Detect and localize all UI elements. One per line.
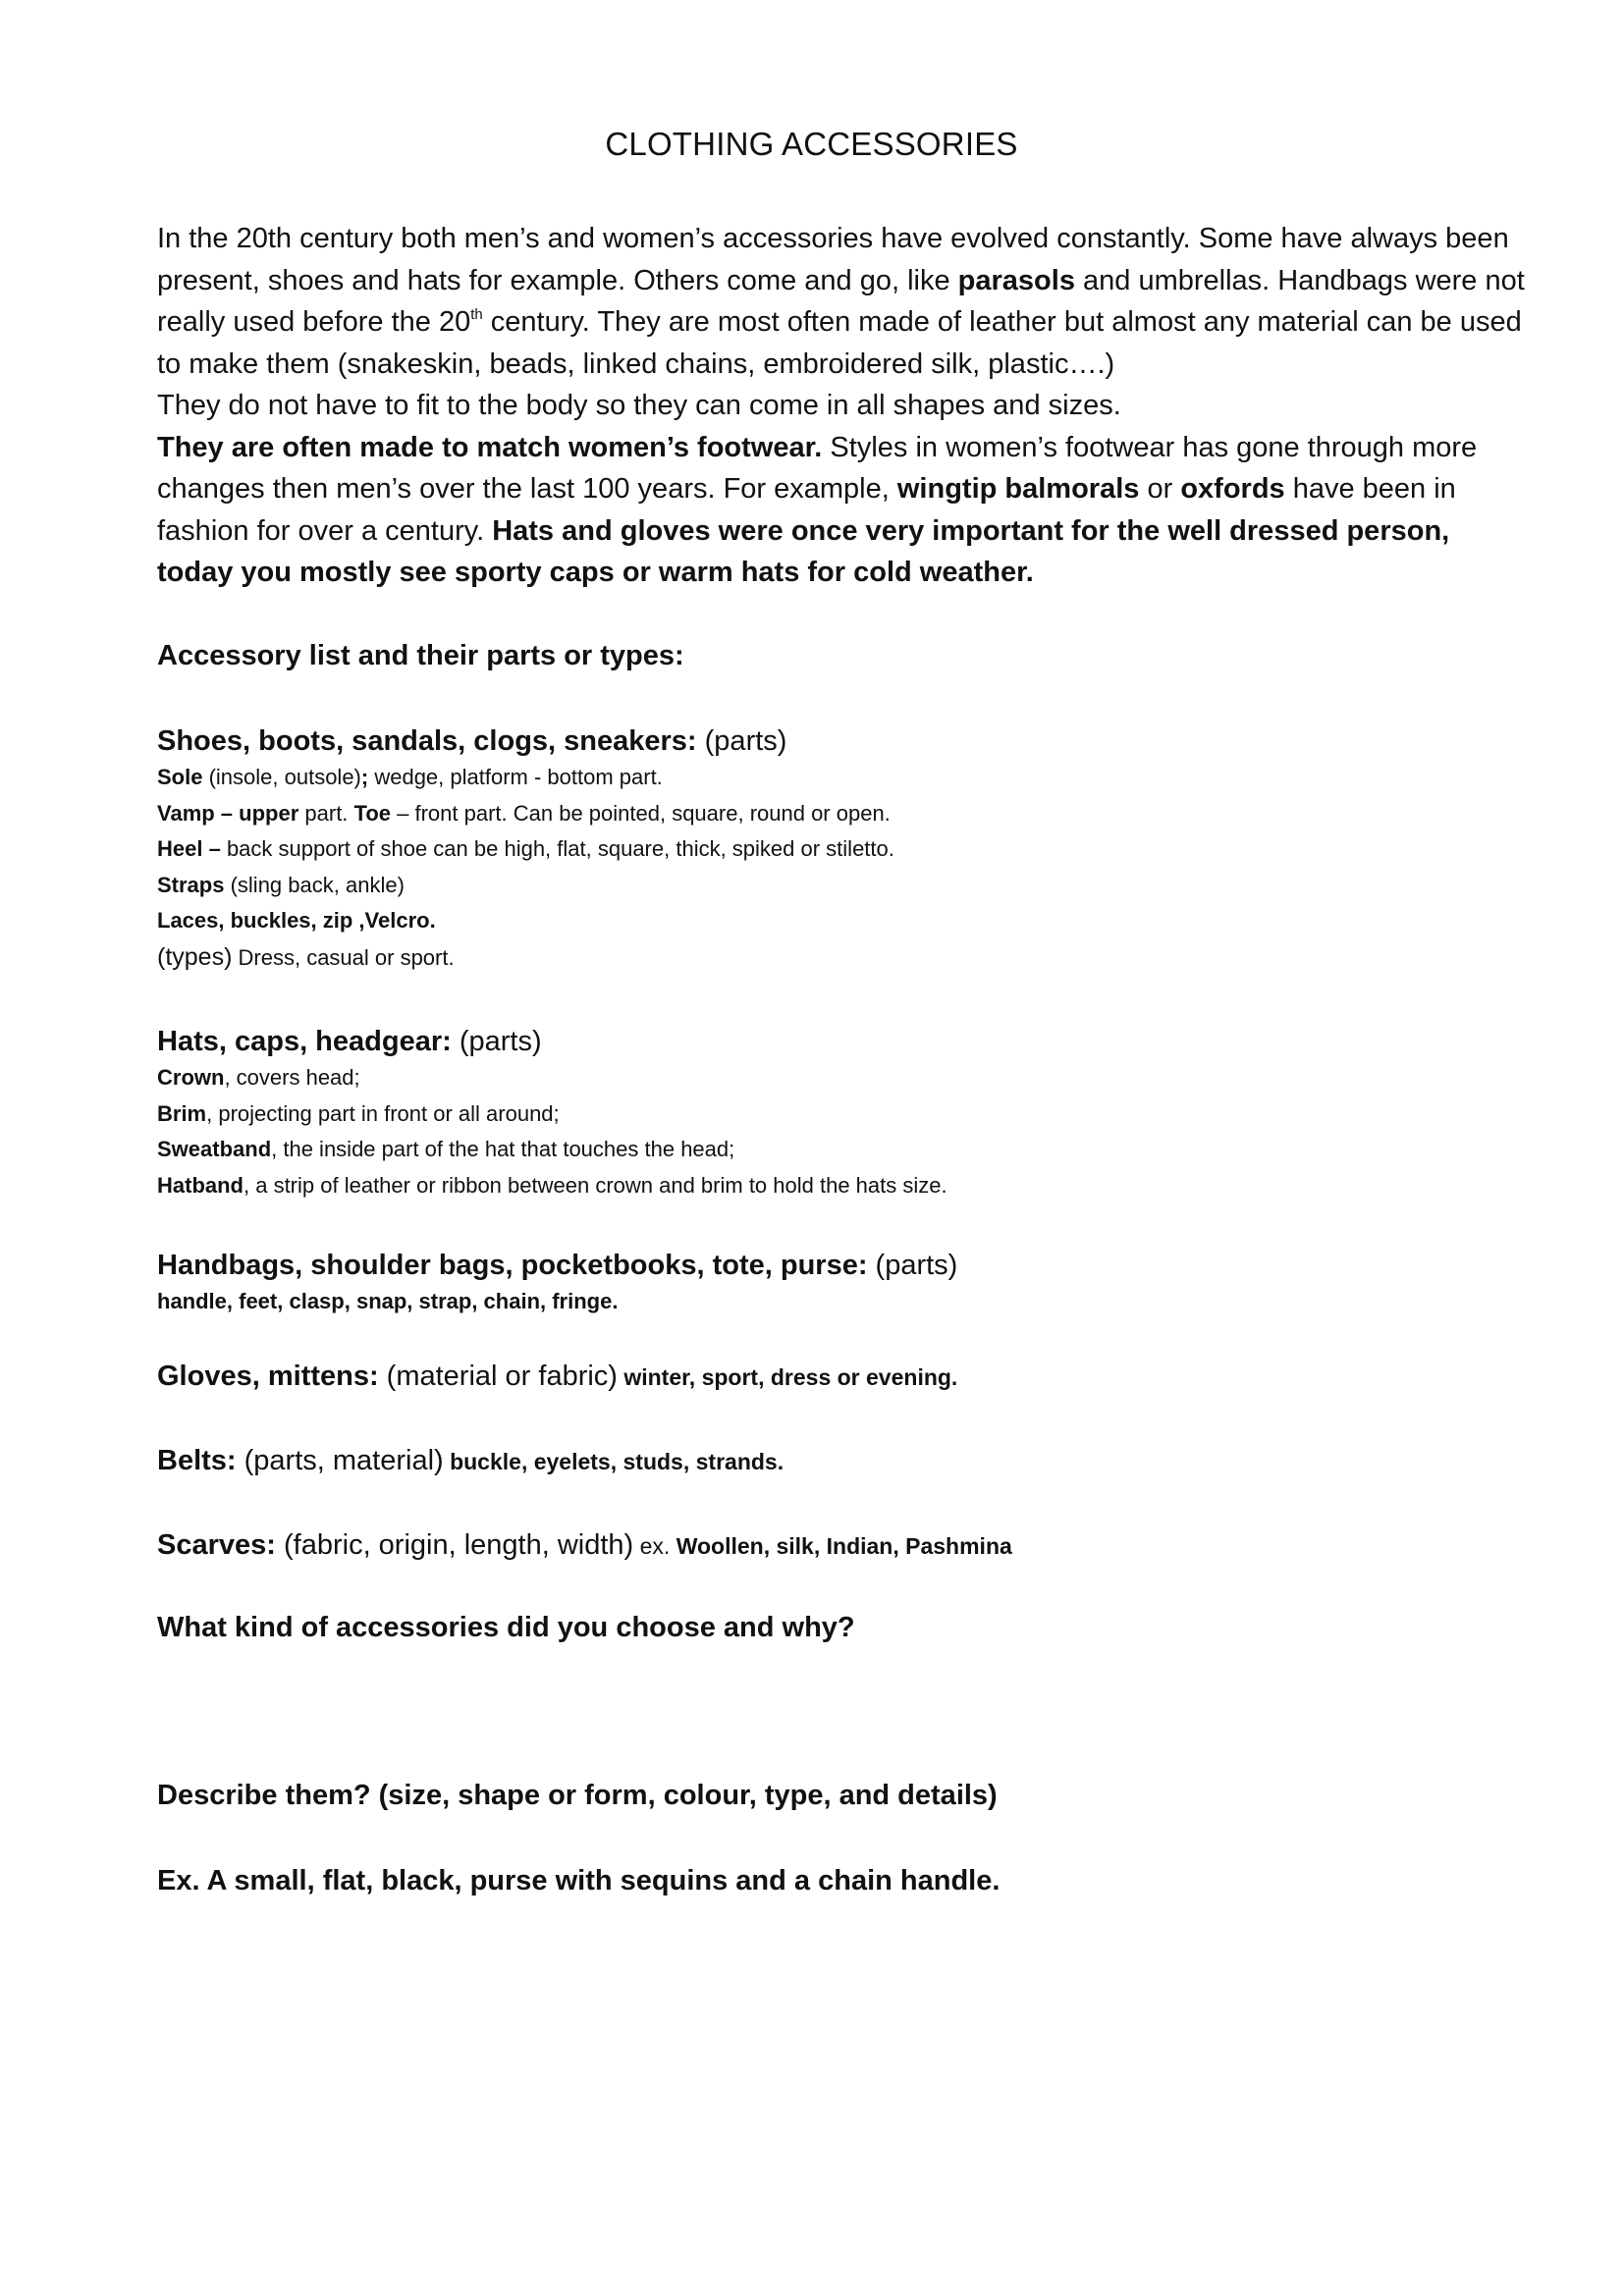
list-item bbox=[157, 1132, 1512, 1168]
list-item bbox=[157, 939, 1512, 977]
section-belts bbox=[157, 1442, 1512, 1480]
description: Dress, casual or sport. bbox=[232, 944, 455, 970]
term: Laces, buckles, zip ,Velcro. bbox=[157, 908, 436, 933]
section-heading bbox=[157, 1247, 1512, 1284]
section-gloves bbox=[157, 1358, 1512, 1396]
description: , a strip of leather or ribbon between crown and brim to hold the hats size. bbox=[243, 1172, 947, 1198]
description: part. bbox=[298, 800, 354, 826]
intro-bold-wingtip: wingtip balmorals bbox=[896, 473, 1140, 505]
description: , the inside part of the hat that touches the head; bbox=[271, 1137, 735, 1161]
question-accessories-choice: What kind of accessories did you choose and why? bbox=[157, 1612, 855, 1643]
list-item bbox=[157, 831, 1512, 868]
section-heading bbox=[157, 1526, 1512, 1565]
section-note: (fabric, origin, length, width) bbox=[275, 1529, 634, 1561]
section-ex: ex. bbox=[633, 1533, 676, 1559]
list-item bbox=[157, 1060, 1512, 1096]
section-heading bbox=[157, 1442, 1512, 1480]
section-note: (parts) bbox=[696, 725, 787, 757]
intro-text: They do not have to fit to the body so they can come in all shapes and sizes. bbox=[157, 390, 1121, 421]
section-title: Handbags, shoulder bags, pocketbooks, tote, purse: bbox=[157, 1250, 868, 1281]
term: Sweatband bbox=[157, 1137, 272, 1161]
intro-text: or bbox=[1139, 473, 1181, 505]
list-item bbox=[157, 796, 1512, 832]
description: (types) bbox=[157, 942, 233, 971]
accessory-list-heading: Accessory list and their parts or types: bbox=[157, 640, 684, 671]
description: , projecting part in front or all around; bbox=[206, 1100, 560, 1126]
section-title: Scarves: bbox=[157, 1529, 276, 1561]
description: (sling back, ankle) bbox=[224, 872, 405, 897]
term: Sole bbox=[157, 765, 203, 789]
section-title: Hats, caps, headgear: bbox=[157, 1026, 452, 1057]
term: Vamp – upper bbox=[157, 800, 299, 826]
intro-paragraph bbox=[157, 218, 1532, 594]
example-answer: Ex. A small, flat, black, purse with sequins and a chain handle. bbox=[157, 1865, 1001, 1896]
list-item bbox=[157, 1168, 1512, 1204]
term: Toe bbox=[353, 800, 392, 826]
list-item bbox=[157, 1284, 1512, 1320]
list-item bbox=[157, 760, 1512, 796]
description: – front part. Can be pointed, square, round or open. bbox=[391, 800, 891, 826]
section-list: buckle, eyelets, studs, strands. bbox=[443, 1449, 784, 1474]
section-title: Shoes, boots, sandals, clogs, sneakers: bbox=[157, 725, 697, 757]
page-title: CLOTHING ACCESSORIES bbox=[605, 126, 1018, 162]
section-heading bbox=[157, 1023, 1512, 1060]
intro-text: In the 20th century both men’s and women’s accessories have evolved constantly. Some have always been present, shoes and hats for example. Others come and go, like bbox=[157, 223, 1509, 296]
description: , covers head; bbox=[224, 1065, 360, 1090]
term: Hatband bbox=[157, 1172, 243, 1198]
description: wedge, platform - bottom part. bbox=[368, 765, 663, 789]
term: Crown bbox=[157, 1065, 225, 1090]
description: back support of shoe can be high, flat, square, thick, spiked or stiletto. bbox=[220, 836, 894, 861]
section-heading bbox=[157, 722, 1512, 760]
term: handle, feet, clasp, snap, strap, chain, fringe. bbox=[157, 1289, 619, 1313]
section-list: winter, sport, dress or evening. bbox=[617, 1364, 958, 1390]
term: Brim bbox=[157, 1100, 207, 1126]
section-title: Belts: bbox=[157, 1445, 237, 1476]
parts-list bbox=[157, 1060, 1512, 1203]
question-describe: Describe them? (size, shape or form, colour, type, and details) bbox=[157, 1780, 998, 1811]
intro-bold-oxfords: oxfords bbox=[1180, 473, 1285, 505]
term: Heel – bbox=[157, 836, 221, 861]
parts-list bbox=[157, 760, 1512, 976]
section-note: (parts, material) bbox=[236, 1445, 444, 1476]
intro-text: century. They are most often made of leather but almost any material can be used to make them (snakeskin, beads, linked chains, embroidered silk, plastic….) bbox=[157, 306, 1522, 380]
list-item bbox=[157, 1096, 1512, 1133]
intro-bold-hats-gloves: Hats and gloves were once very important for the well dressed person, today you mostly see sporty caps or warm hats for cold weather. bbox=[157, 514, 1450, 588]
section-title: Gloves, mittens: bbox=[157, 1361, 379, 1392]
list-item bbox=[157, 903, 1512, 939]
section-list: Woollen, silk, Indian, Pashmina bbox=[676, 1533, 1012, 1559]
section-scarves bbox=[157, 1526, 1512, 1565]
section-note: (parts) bbox=[867, 1250, 958, 1281]
intro-superscript: th bbox=[470, 306, 483, 323]
section-heading bbox=[157, 1358, 1512, 1396]
intro-bold-parasols: parasols bbox=[957, 264, 1075, 296]
intro-text: have been in fashion for over a century. bbox=[157, 473, 1456, 547]
section-shoes bbox=[157, 722, 1512, 976]
term: ; bbox=[360, 765, 369, 789]
section-note: (material or fabric) bbox=[378, 1361, 618, 1392]
parts-list bbox=[157, 1284, 1512, 1320]
term: Straps bbox=[157, 872, 225, 897]
section-note: (parts) bbox=[451, 1026, 542, 1057]
intro-text: and umbrellas. Handbags were not really used before the 20 bbox=[157, 264, 1525, 338]
description: (insole, outsole) bbox=[202, 765, 361, 789]
intro-bold-footwear: They are often made to match women’s footwear. bbox=[157, 431, 823, 463]
list-item bbox=[157, 868, 1512, 904]
section-handbags bbox=[157, 1247, 1512, 1320]
section-hats bbox=[157, 1023, 1512, 1203]
intro-text: Styles in women’s footwear has gone through more changes then men’s over the last 100 years. For example, bbox=[157, 431, 1478, 505]
